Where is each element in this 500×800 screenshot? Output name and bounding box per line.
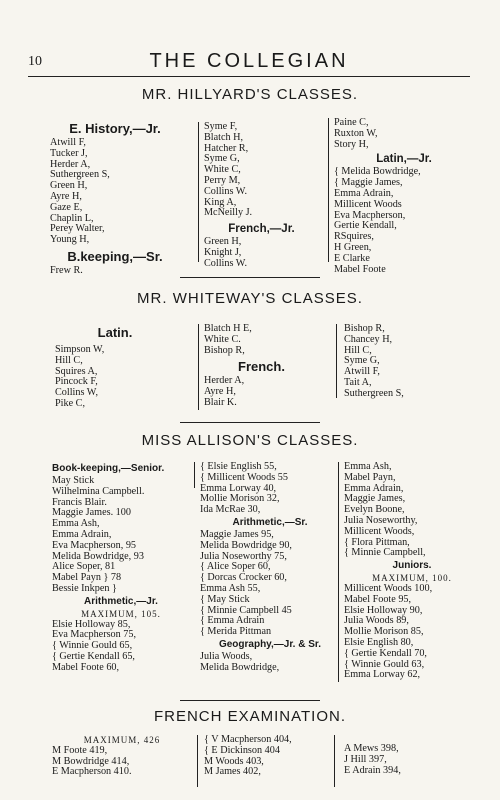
list-item: Blatch H,	[204, 131, 244, 143]
list-item: { Alice Soper 60,	[200, 561, 271, 573]
name-list	[204, 122, 319, 219]
list-item: Mabel Foote 95,	[344, 593, 412, 605]
section-title-hillyard: MR. HILLYARD'S CLASSES.	[141, 86, 359, 103]
list-item: M Bowdridge 414,	[52, 755, 130, 767]
name-list	[50, 138, 180, 246]
list-item: Alice Soper, 81	[52, 561, 116, 573]
list-item: Ruxton W,	[334, 127, 378, 139]
name-list	[200, 462, 340, 516]
list-item: { Gertie Kendall 65,	[52, 650, 135, 662]
list-item: { Winnie Gould 63,	[344, 658, 425, 670]
list-item: King A,	[204, 196, 237, 208]
list-item: Elsie Holloway 90,	[344, 604, 423, 616]
list-item: Perey Walter,	[50, 223, 105, 235]
column-divider	[336, 324, 337, 398]
list-item: Maggie James. 100	[52, 507, 131, 519]
heading-arithmetic-sr: Arithmetic,—Sr.	[232, 516, 308, 528]
list-item: Gaze E,	[50, 201, 83, 213]
list-item: Ida McRae 30,	[200, 504, 261, 516]
list-item: Evelyn Boone,	[344, 504, 405, 516]
list-item: Gertie Kendall,	[334, 220, 397, 232]
list-item: Millicent Woods 100,	[344, 582, 433, 594]
list-item: Syme G,	[344, 355, 380, 367]
list-item: Pike C,	[55, 397, 86, 409]
list-item: Mollie Morison 32,	[200, 493, 280, 505]
list-item: Julia Woods,	[200, 650, 253, 662]
list-item: Emma Ash,	[52, 518, 100, 530]
list-item: M Foote 419,	[52, 744, 108, 756]
list-item: { Emma Adrain	[200, 615, 265, 627]
heading-french: French.	[238, 359, 285, 375]
column-divider	[198, 324, 199, 410]
list-item: Eva Macpherson,	[334, 209, 406, 221]
list-item: { Maggie James,	[334, 177, 403, 189]
list-item: Emma Adrain,	[52, 528, 112, 540]
list-item: Emma Adrain,	[334, 187, 394, 199]
list-item: Hill C,	[55, 354, 83, 366]
list-item: { Flora Pittman,	[344, 536, 410, 548]
maximum-label: MAXIMUM, 105.	[81, 608, 161, 619]
list-item: Paine C,	[334, 117, 369, 128]
list-item: { Minnie Campbell 45	[200, 604, 292, 616]
list-item: Suthergreen S,	[50, 169, 110, 181]
list-item: Emma Adrain,	[344, 482, 404, 494]
whiteway-col-1	[55, 324, 175, 410]
list-item: { V Macpherson 404,	[204, 734, 292, 745]
list-item: Emma Lorway 40,	[200, 482, 277, 494]
list-item: Blair K.	[204, 396, 237, 408]
list-item: White C.	[204, 333, 241, 345]
name-list	[344, 744, 474, 776]
list-item: Chancey H,	[344, 333, 393, 345]
allison-col-2	[200, 462, 340, 674]
list-item: Collins W.	[204, 185, 248, 197]
list-item: Herder A,	[204, 375, 245, 387]
list-item: May Stick	[52, 475, 95, 486]
list-item: Green H,	[204, 236, 242, 248]
list-item: Julia Noseworthy 75,	[200, 550, 287, 562]
list-item: E Macpherson 410.	[52, 766, 132, 778]
heading-bookkeeping: B.keeping,—Sr.	[67, 248, 163, 264]
list-item: { Minnie Campbell,	[344, 547, 426, 559]
heading-bookkeeping-senior: Book-keeping,—Senior.	[52, 463, 165, 474]
name-list	[204, 735, 334, 778]
list-item: Emma Ash 55,	[200, 582, 261, 594]
french-exam-col-1	[52, 735, 192, 778]
name-list	[52, 476, 190, 595]
list-item: Eva Macpherson, 95	[52, 539, 137, 551]
list-item: Julia Woods 89,	[344, 615, 409, 627]
list-item: Emma Ash,	[344, 461, 392, 472]
list-item: Melida Bowdridge, 93	[52, 550, 144, 562]
list-item: Elsie Holloway 85,	[52, 618, 131, 630]
name-list	[334, 118, 474, 150]
list-item: Mabel Payn } 78	[52, 572, 122, 584]
allison-col-1	[52, 462, 190, 674]
name-list	[344, 324, 474, 400]
list-item: Mabel Foote 60,	[52, 661, 120, 673]
list-item: Pincock F,	[55, 376, 98, 388]
maximum-label: MAXIMUM, 426	[83, 735, 161, 745]
name-list	[55, 345, 175, 410]
heading-arithmetic-jr: Arithmetic,—Jr.	[84, 595, 158, 607]
column-divider	[328, 118, 329, 262]
list-item: Millicent Woods	[334, 198, 402, 210]
column-divider	[338, 462, 339, 682]
hillyard-col-3	[334, 118, 474, 275]
list-item: Maggie James,	[344, 493, 406, 505]
header-rule	[28, 76, 470, 77]
heading-geography: Geography,—Jr. & Sr.	[218, 638, 322, 650]
list-item: Julia Noseworthy,	[344, 514, 418, 526]
french-exam-col-2	[204, 735, 334, 778]
name-list	[344, 462, 480, 559]
list-item: Chaplin L,	[50, 212, 94, 224]
list-item: M Woods 403,	[204, 755, 264, 767]
list-item: McNeilly J.	[204, 207, 253, 219]
name-list	[200, 652, 340, 674]
section-rule	[180, 700, 320, 701]
name-list	[200, 530, 340, 638]
column-divider	[198, 122, 199, 262]
french-exam-col-3	[344, 744, 474, 776]
list-item: { Gertie Kendall 70,	[344, 647, 427, 659]
list-item: Hill C,	[344, 344, 372, 356]
list-item: Simpson W,	[55, 344, 105, 355]
list-item: Emma Lorway 62,	[344, 669, 421, 681]
hillyard-col-2	[204, 122, 319, 270]
list-item: Syme G,	[204, 153, 240, 165]
list-item: Mabel Payn,	[344, 471, 396, 483]
list-item: Blatch H E,	[204, 323, 252, 334]
list-item: { Dorcas Crocker 60,	[200, 572, 287, 584]
list-item: Ayre H,	[204, 386, 236, 398]
page-number: 10	[28, 54, 42, 69]
list-item: { Millicent Woods 55	[200, 471, 288, 483]
whiteway-col-3	[344, 324, 474, 400]
list-item: Knight J,	[204, 246, 242, 258]
list-item: Tucker J,	[50, 147, 88, 159]
list-item: Francis Blair.	[52, 496, 107, 508]
list-item: { Merida Pittman	[200, 626, 272, 638]
section-rule	[180, 422, 320, 423]
list-item: Mollie Morison 85,	[344, 626, 424, 638]
list-item: Hatcher R,	[204, 142, 249, 154]
allison-col-3	[344, 462, 480, 681]
name-list	[204, 324, 319, 356]
name-list	[204, 376, 319, 408]
list-item: White C,	[204, 164, 241, 176]
list-item: Atwill F,	[344, 366, 380, 378]
list-item: Syme F,	[204, 121, 238, 132]
list-item: { E Dickinson 404	[204, 744, 280, 756]
list-item: Collins W.	[204, 257, 248, 269]
heading-e-history: E. History,—Jr.	[69, 121, 161, 136]
list-item: { Melida Bowdridge,	[334, 166, 421, 178]
name-list	[334, 167, 474, 275]
list-item: { Elsie English 55,	[200, 461, 277, 472]
hillyard-col-1	[50, 120, 180, 277]
publication-title: THE COLLEGIAN	[149, 50, 349, 72]
list-item: Atwill F,	[50, 137, 86, 148]
list-item: J Hill 397,	[344, 753, 387, 765]
heading-french-jr: French,—Jr.	[228, 223, 295, 236]
list-item: { Winnie Gould 65,	[52, 640, 133, 652]
maximum-label: MAXIMUM, 100.	[372, 573, 452, 584]
list-item: Collins W,	[55, 387, 99, 399]
list-item: Melida Bowdridge,	[200, 661, 280, 673]
whiteway-col-2	[204, 324, 319, 409]
list-item: Squires A,	[55, 365, 98, 377]
section-title-french-exam: FRENCH EXAMINATION.	[153, 708, 347, 725]
list-item: Suthergreen S,	[344, 387, 404, 399]
list-item: Green H,	[50, 180, 88, 192]
section-rule	[180, 277, 320, 278]
list-item: Millicent Woods,	[344, 525, 415, 537]
list-item: Bishop R,	[344, 323, 385, 334]
list-item: A Mews 398,	[344, 743, 399, 754]
list-item: Eva Macpherson 75,	[52, 629, 137, 641]
list-item: Melida Bowdridge 90,	[200, 539, 292, 551]
column-divider	[334, 735, 335, 787]
heading-latin: Latin.	[97, 325, 133, 340]
list-item: Story H,	[334, 138, 369, 150]
list-item: Bessie Inkpen }	[52, 582, 117, 594]
heading-latin-jr: Latin,—Jr.	[376, 153, 432, 166]
list-item: Mabel Foote	[334, 263, 386, 275]
list-item: Bishop R,	[204, 344, 245, 356]
list-item: E Clarke	[334, 252, 370, 264]
section-title-allison: MISS ALLISON'S CLASSES.	[141, 432, 359, 449]
list-item: H Green,	[334, 241, 372, 253]
name-list	[344, 584, 480, 681]
list-item: Wilhelmina Campbell.	[52, 485, 145, 497]
section-title-whiteway: MR. WHITEWAY'S CLASSES.	[137, 290, 363, 307]
column-divider	[197, 735, 198, 787]
list-item: Maggie James 95,	[200, 528, 274, 540]
list-item: RSquires,	[334, 231, 374, 243]
list-item: Perry M,	[204, 174, 241, 186]
list-item: Herder A,	[50, 158, 91, 170]
list-item: Tait A,	[344, 376, 372, 388]
list-item: E Adrain 394,	[344, 764, 401, 776]
name-list	[52, 620, 190, 674]
list-item: Elsie English 80,	[344, 636, 414, 648]
list-item: Ayre H,	[50, 190, 82, 202]
list-item: { May Stick	[200, 593, 250, 605]
name-list	[50, 266, 180, 277]
page-header	[28, 50, 470, 74]
heading-juniors: Juniors.	[392, 560, 432, 572]
name-list	[204, 237, 319, 269]
column-divider	[194, 462, 195, 488]
list-item: M James 402,	[204, 766, 261, 778]
name-list	[52, 746, 192, 778]
list-item: Frew R.	[50, 264, 83, 276]
list-item: Young H,	[50, 234, 90, 246]
